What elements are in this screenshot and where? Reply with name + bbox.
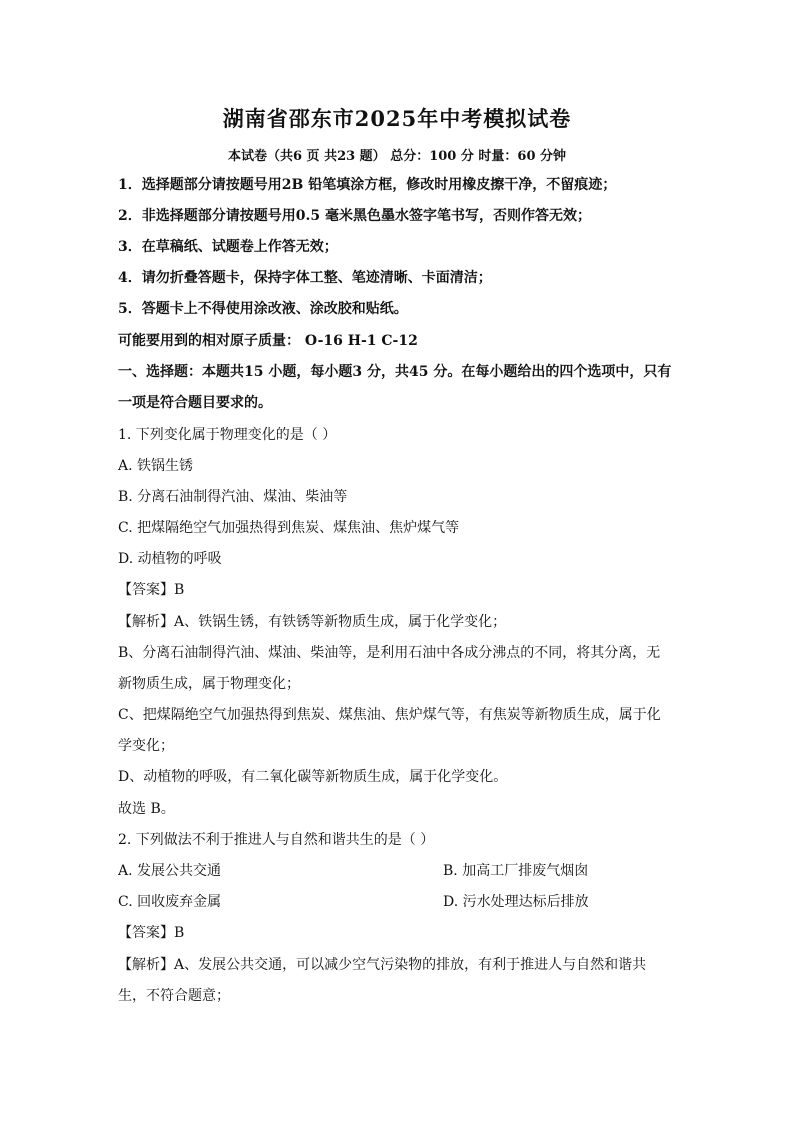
question-2-option-c: C. 回收废弃金属 (118, 894, 222, 910)
question-1-conclusion: 故选 B。 (118, 801, 175, 817)
exam-title: 湖南省邵东市2025年中考模拟试卷 (222, 106, 572, 131)
exam-subtitle: 本试卷（共6 页 共23 题） 总分：100 分 时量：60 分钟 (227, 149, 567, 164)
question-1-stem: 1. 下列变化属于物理变化的是（ ） (118, 427, 337, 443)
atomic-mass-note: 可能要用到的相对原子质量： O-16 H-1 C-12 (118, 333, 418, 349)
question-2-analysis-line: 生，不符合题意； (118, 988, 230, 1004)
section-heading-line-2: 一项是符合题目要求的。 (118, 395, 272, 411)
question-1-option-c: C. 把煤隔绝空气加强热得到焦炭、煤焦油、焦炉煤气等 (118, 520, 460, 536)
question-1-analysis-line: D、动植物的呼吸，有二氧化碳等新物质生成，属于化学变化。 (118, 769, 508, 785)
question-1-option-b: B. 分离石油制得汽油、煤油、柴油等 (118, 489, 348, 505)
question-2-stem: 2. 下列做法不利于推进人与自然和谐共生的是（ ） (118, 832, 435, 848)
instruction-2: 2．非选择题部分请按题号用0.5 毫米黑色墨水签字笔书写，否则作答无效； (118, 208, 591, 224)
question-1-analysis-line: 新物质生成，属于物理变化； (118, 676, 300, 692)
question-1-analysis-line: 学变化； (118, 738, 174, 754)
question-1-option-d: D. 动植物的呼吸 (118, 551, 222, 567)
question-2-analysis-line: 【解析】A、发展公共交通，可以减少空气污染物的排放，有利于推进人与自然和谐共 (118, 957, 647, 973)
section-heading-line-1: 一、选择题：本题共15 小题，每小题3 分，共45 分。在每小题给出的四个选项中，只有 (118, 364, 672, 380)
question-1-analysis-line: 【解析】A、铁锅生锈，有铁锈等新物质生成，属于化学变化； (118, 614, 507, 630)
question-1-option-a: A. 铁锅生锈 (118, 458, 194, 474)
instruction-5: 5．答题卡上不得使用涂改液、涂改胶和贴纸。 (118, 301, 408, 317)
question-1-answer: 【答案】B (118, 582, 185, 598)
question-2-option-d: D. 污水处理达标后排放 (443, 894, 589, 910)
instruction-1: 1．选择题部分请按题号用2B 铅笔填涂方框，修改时用橡皮擦干净，不留痕迹； (118, 177, 617, 193)
instruction-3: 3．在草稿纸、试题卷上作答无效； (118, 239, 338, 255)
question-2-option-b: B. 加高工厂排废气烟囱 (443, 863, 589, 879)
question-2-answer: 【答案】B (118, 925, 185, 941)
question-2-option-a: A. 发展公共交通 (118, 863, 222, 879)
question-1-analysis-line: B、分离石油制得汽油、煤油、柴油等，是利用石油中各成分沸点的不同，将其分离，无 (118, 645, 661, 661)
question-1-analysis-line: C、把煤隔绝空气加强热得到焦炭、煤焦油、焦炉煤气等，有焦炭等新物质生成，属于化 (118, 707, 661, 723)
instruction-4: 4．请勿折叠答题卡，保持字体工整、笔迹清晰、卡面清洁； (118, 270, 492, 286)
